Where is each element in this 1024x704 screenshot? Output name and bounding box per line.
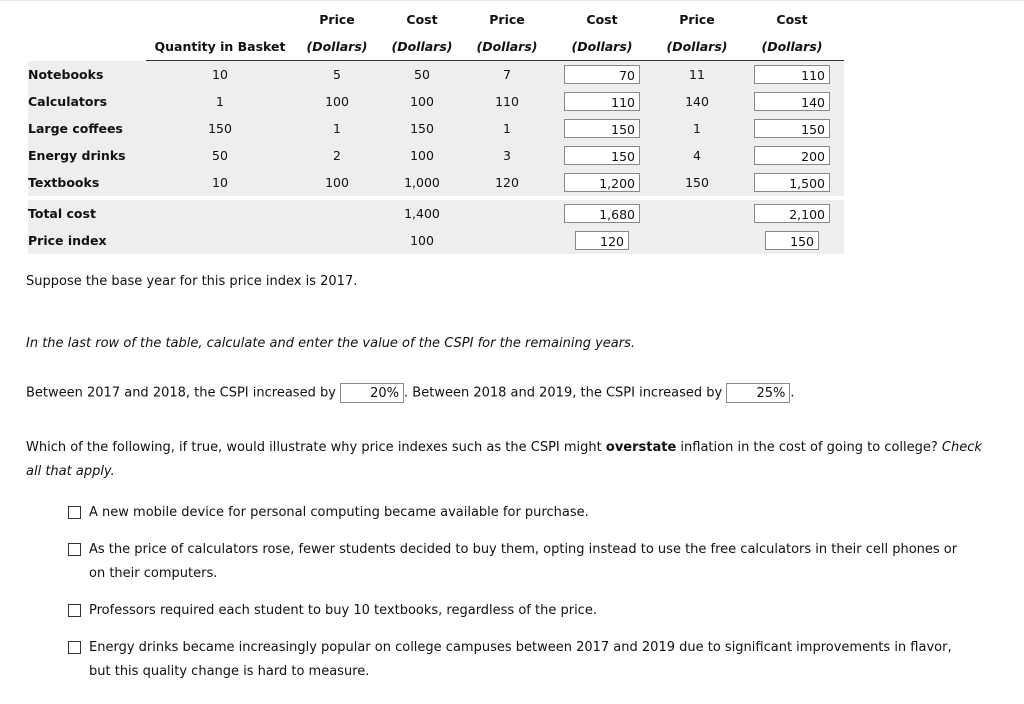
price-index-row [28, 227, 844, 254]
cost-input[interactable]: 110 [754, 65, 830, 84]
total-cost-input[interactable]: 2,100 [754, 204, 830, 223]
table-row [28, 115, 844, 142]
cost-input[interactable]: 150 [564, 119, 640, 138]
header-quantity: Quantity in Basket [146, 33, 294, 61]
header-unit: (Dollars) [464, 33, 550, 61]
row-label: Energy drinks [28, 142, 146, 169]
checkbox[interactable] [68, 543, 81, 556]
cost-cell: 50 [380, 61, 464, 89]
header-row-sub [28, 33, 844, 61]
row-label: Notebooks [28, 61, 146, 89]
increase-2019-input[interactable]: 25% [726, 383, 790, 403]
row-label: Textbooks [28, 169, 146, 196]
header-price-2017: Price [319, 12, 355, 27]
option-label: Professors required each student to buy 10 textbooks, regardless of the price. [89, 603, 597, 618]
cost-cell: 100 [380, 142, 464, 169]
cost-input[interactable]: 1,200 [564, 173, 640, 192]
total-row [28, 200, 844, 227]
quantity-cell: 1 [146, 88, 294, 115]
price-cell: 140 [654, 88, 740, 115]
header-cost-2019: Cost [776, 12, 808, 27]
cost-input[interactable]: 150 [754, 119, 830, 138]
option-item[interactable] [68, 538, 968, 586]
price-cell: 11 [654, 61, 740, 89]
table-row [28, 61, 844, 89]
price-cell: 1 [654, 115, 740, 142]
price-cell: 7 [464, 61, 550, 89]
total-cost-cell: 1,400 [380, 200, 464, 227]
price-index-cell: 100 [380, 227, 464, 254]
row-label: Calculators [28, 88, 146, 115]
header-unit: (Dollars) [740, 33, 844, 61]
header-cost-2018: Cost [586, 12, 618, 27]
option-label: A new mobile device for personal computing became available for purchase. [89, 505, 589, 520]
header-cost-2017: Cost [406, 12, 438, 27]
checkbox[interactable] [68, 604, 81, 617]
increase-2018-input[interactable]: 20% [340, 383, 404, 403]
checkbox[interactable] [68, 641, 81, 654]
question-instruction: Check all that apply. [26, 440, 982, 479]
price-index-input[interactable]: 120 [575, 231, 629, 250]
price-cell: 3 [464, 142, 550, 169]
price-cell: 1 [294, 115, 380, 142]
price-cell: 5 [294, 61, 380, 89]
increase-text-3: . [790, 385, 795, 401]
checkbox[interactable] [68, 506, 81, 519]
increase-text-1: Between 2017 and 2018, the CSPI increased by [26, 385, 336, 401]
header-price-2018: Price [489, 12, 525, 27]
price-cell: 100 [294, 169, 380, 196]
cost-cell: 1,000 [380, 169, 464, 196]
cost-cell: 100 [380, 88, 464, 115]
base-year-text: Suppose the base year for this price index is 2017. [26, 274, 358, 289]
price-cell: 120 [464, 169, 550, 196]
option-item[interactable] [68, 501, 968, 525]
option-item[interactable] [68, 636, 968, 684]
price-cell: 4 [654, 142, 740, 169]
price-index-input[interactable]: 150 [765, 231, 819, 250]
cost-input[interactable]: 140 [754, 92, 830, 111]
cost-input[interactable]: 1,500 [754, 173, 830, 192]
increase-sentence [26, 383, 795, 403]
cspi-table [28, 6, 844, 254]
option-label: Energy drinks became increasingly popular on college campuses between 2017 and 2019 due to significant improvements in flavor, but this quality change is hard to measure. [89, 640, 952, 679]
header-row-top [28, 6, 844, 33]
table-row [28, 88, 844, 115]
price-cell: 1 [464, 115, 550, 142]
cost-input[interactable]: 70 [564, 65, 640, 84]
price-cell: 2 [294, 142, 380, 169]
table-row [28, 169, 844, 196]
header-unit: (Dollars) [294, 33, 380, 61]
price-cell: 110 [464, 88, 550, 115]
option-label: As the price of calculators rose, fewer students decided to buy them, opting instead to use the free calculators in their cell phones or on their computers. [89, 542, 958, 581]
quantity-cell: 10 [146, 169, 294, 196]
quantity-cell: 50 [146, 142, 294, 169]
header-price-2019: Price [679, 12, 715, 27]
row-label: Price index [28, 227, 146, 254]
header-unit: (Dollars) [654, 33, 740, 61]
row-label: Large coffees [28, 115, 146, 142]
cost-cell: 150 [380, 115, 464, 142]
total-cost-input[interactable]: 1,680 [564, 204, 640, 223]
instruction-text: In the last row of the table, calculate and enter the value of the CSPI for the remaining years. [26, 336, 636, 351]
header-unit: (Dollars) [550, 33, 654, 61]
quantity-cell: 150 [146, 115, 294, 142]
table-row [28, 142, 844, 169]
row-label: Total cost [28, 200, 146, 227]
header-unit: (Dollars) [380, 33, 464, 61]
increase-text-2: . Between 2018 and 2019, the CSPI increased by [404, 385, 723, 401]
price-cell: 150 [654, 169, 740, 196]
price-cell: 100 [294, 88, 380, 115]
option-item[interactable] [68, 599, 968, 623]
question-text: Which of the following, if true, would illustrate why price indexes such as the CSPI might overstate inflation in the cost of going to college? Check all that apply. [26, 440, 982, 479]
question-emphasis: overstate [605, 440, 677, 455]
quantity-cell: 10 [146, 61, 294, 89]
cost-input[interactable]: 200 [754, 146, 830, 165]
cost-input[interactable]: 150 [564, 146, 640, 165]
top-divider [0, 0, 1024, 1]
cost-input[interactable]: 110 [564, 92, 640, 111]
